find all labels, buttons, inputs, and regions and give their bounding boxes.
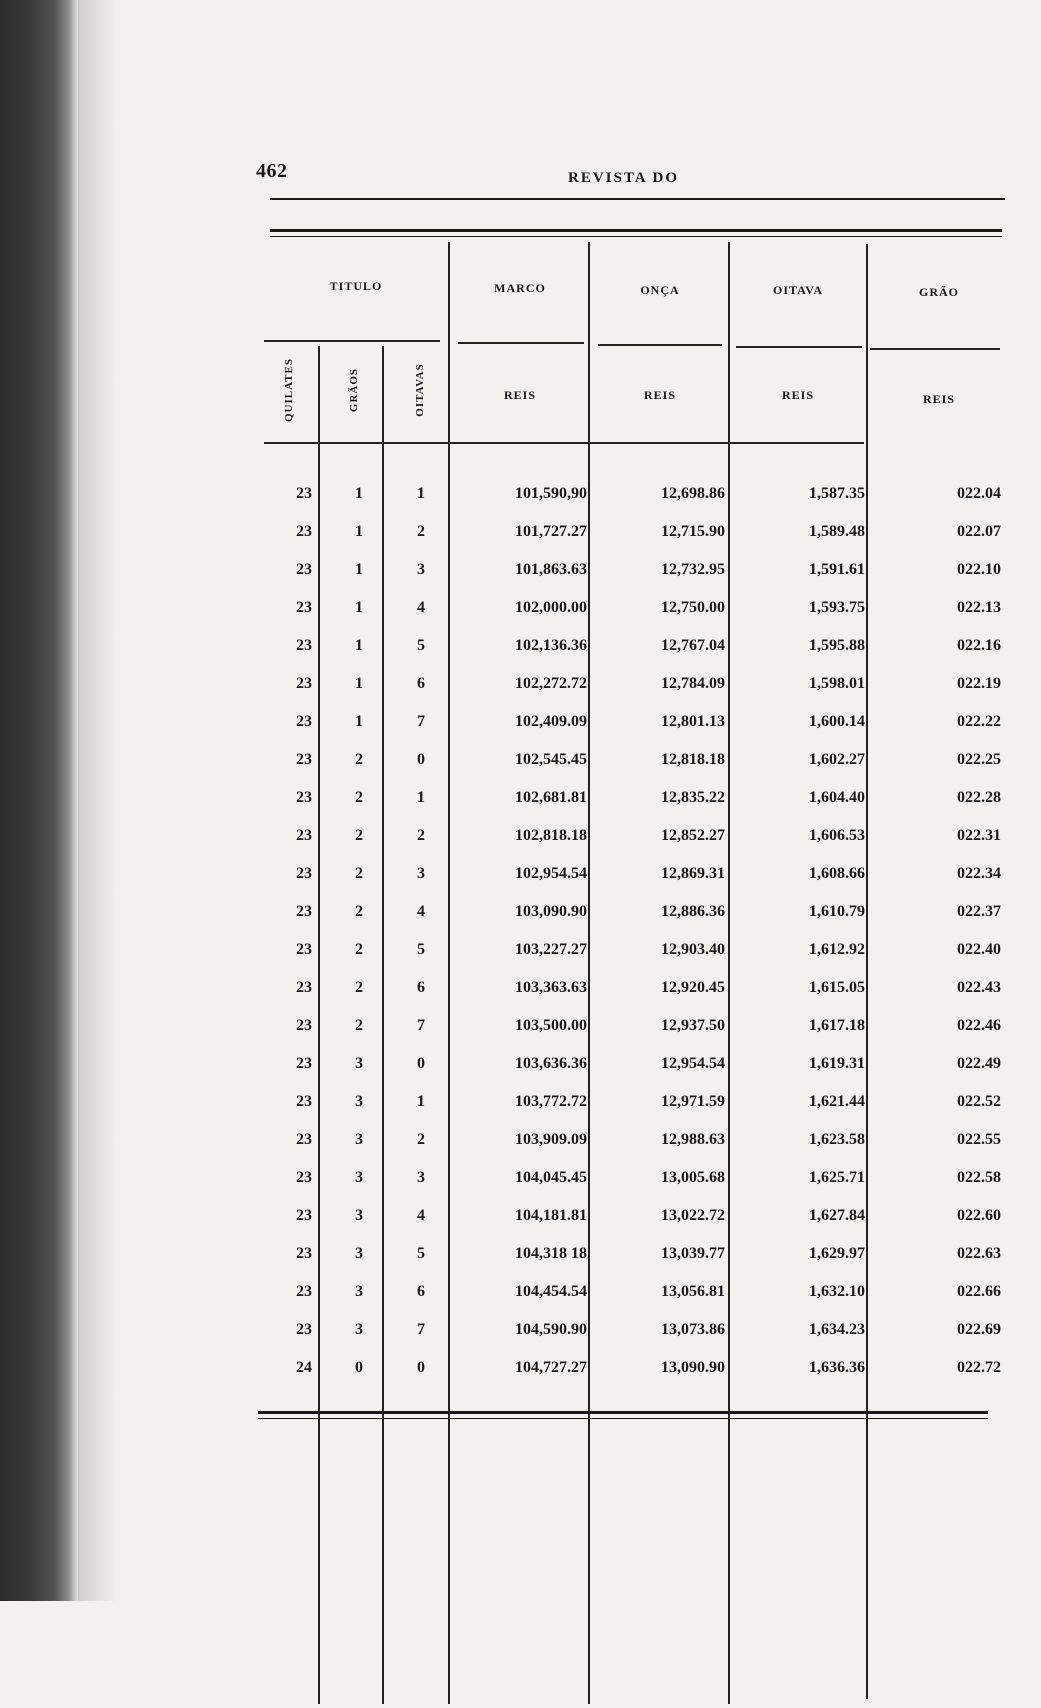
oitavas-cell: 1 <box>417 485 425 502</box>
marco-cell: 103,090.90 <box>515 903 587 920</box>
marco-cell: 102,409.09 <box>515 713 587 730</box>
header-oitava: OITAVA <box>772 283 824 297</box>
onca-cell: 13,039.77 <box>661 1245 725 1262</box>
quilates-cell: 23 <box>296 1283 312 1300</box>
oitavas-cell: 7 <box>417 713 425 730</box>
graos-cell: 3 <box>355 1207 363 1224</box>
oitavas-cell: 7 <box>417 1017 425 1034</box>
table-row <box>262 1282 1003 1320</box>
table-row <box>262 598 1003 636</box>
grao-cell: 022.72 <box>957 1359 1001 1376</box>
marco-cell: 104,318 18 <box>515 1245 587 1262</box>
oitavas-cell: 3 <box>417 1169 425 1186</box>
grao-cell: 022.07 <box>957 523 1001 540</box>
marco-cell: 102,272.72 <box>515 675 587 692</box>
graos-cell: 2 <box>355 903 363 920</box>
onca-cell: 13,073.86 <box>661 1321 725 1338</box>
oitava-cell: 1,634.23 <box>809 1321 865 1338</box>
onca-cell: 13,022.72 <box>661 1207 725 1224</box>
table-row <box>262 826 1003 864</box>
table-row <box>262 788 1003 826</box>
table-row <box>262 940 1003 978</box>
graos-cell: 3 <box>355 1093 363 1110</box>
quilates-cell: 24 <box>296 1359 312 1376</box>
oitava-cell: 1,625.71 <box>809 1169 865 1186</box>
quilates-cell: 23 <box>296 1055 312 1072</box>
quilates-cell: 23 <box>296 675 312 692</box>
subheader-quilates: QUILATES <box>283 357 295 423</box>
oitava-cell: 1,606.53 <box>809 827 865 844</box>
subheader-bottom-rule <box>264 442 864 444</box>
onca-cell: 12,903.40 <box>661 941 725 958</box>
onca-underline <box>598 344 722 346</box>
oitava-cell: 1,595.88 <box>809 637 865 654</box>
quilates-cell: 23 <box>296 941 312 958</box>
graos-cell: 3 <box>355 1169 363 1186</box>
oitava-cell: 1,587.35 <box>809 485 865 502</box>
table-row <box>262 1016 1003 1054</box>
grao-cell: 022.19 <box>957 675 1001 692</box>
subheader-oitavas: OITAVAS <box>414 363 426 417</box>
graos-cell: 3 <box>355 1131 363 1148</box>
marco-cell: 104,181.81 <box>515 1207 587 1224</box>
table-row <box>262 864 1003 902</box>
quilates-cell: 23 <box>296 599 312 616</box>
onca-cell: 12,732.95 <box>661 561 725 578</box>
marco-cell: 103,227.27 <box>515 941 587 958</box>
quilates-cell: 23 <box>296 523 312 540</box>
marco-cell: 101,863.63 <box>515 561 587 578</box>
oitavas-cell: 5 <box>417 1245 425 1262</box>
value-table <box>262 232 1003 1708</box>
grao-cell: 022.37 <box>957 903 1001 920</box>
quilates-cell: 23 <box>296 713 312 730</box>
oitava-cell: 1,610.79 <box>809 903 865 920</box>
graos-cell: 1 <box>355 523 363 540</box>
grao-cell: 022.66 <box>957 1283 1001 1300</box>
header-titulo: TITULO <box>329 279 383 293</box>
table-row <box>262 1168 1003 1206</box>
oitavas-cell: 3 <box>417 865 425 882</box>
oitava-cell: 1,632.10 <box>809 1283 865 1300</box>
graos-cell: 1 <box>355 637 363 654</box>
grao-cell: 022.46 <box>957 1017 1001 1034</box>
onca-cell: 13,090.90 <box>661 1359 725 1376</box>
quilates-cell: 23 <box>296 751 312 768</box>
oitava-cell: 1,591.61 <box>809 561 865 578</box>
quilates-cell: 23 <box>296 979 312 996</box>
quilates-cell: 23 <box>296 1321 312 1338</box>
quilates-cell: 23 <box>296 827 312 844</box>
graos-cell: 2 <box>355 979 363 996</box>
onca-cell: 12,920.45 <box>661 979 725 996</box>
onca-cell: 12,937.50 <box>661 1017 725 1034</box>
grao-cell: 022.04 <box>957 485 1001 502</box>
onca-cell: 12,886.36 <box>661 903 725 920</box>
graos-cell: 1 <box>355 561 363 578</box>
table-row <box>262 1092 1003 1130</box>
graos-cell: 1 <box>355 675 363 692</box>
oitava-cell: 1,636.36 <box>809 1359 865 1376</box>
onca-cell: 12,988.63 <box>661 1131 725 1148</box>
grao-cell: 022.34 <box>957 865 1001 882</box>
graos-cell: 1 <box>355 485 363 502</box>
marco-cell: 104,045.45 <box>515 1169 587 1186</box>
reis-marco: REIS <box>503 388 537 402</box>
oitavas-cell: 1 <box>417 1093 425 1110</box>
oitavas-cell: 0 <box>417 751 425 768</box>
marco-cell: 102,545.45 <box>515 751 587 768</box>
table-row <box>262 1358 1003 1396</box>
table-row <box>262 750 1003 788</box>
grao-cell: 022.63 <box>957 1245 1001 1262</box>
table-row <box>262 1244 1003 1282</box>
table-row <box>262 674 1003 712</box>
oitava-cell: 1,612.92 <box>809 941 865 958</box>
table-row <box>262 712 1003 750</box>
grao-cell: 022.52 <box>957 1093 1001 1110</box>
binding-shadow <box>78 0 118 1601</box>
marco-cell: 102,000.00 <box>515 599 587 616</box>
onca-cell: 13,005.68 <box>661 1169 725 1186</box>
header-marco: MARCO <box>494 281 546 295</box>
grao-cell: 022.60 <box>957 1207 1001 1224</box>
table-row <box>262 1206 1003 1244</box>
oitavas-cell: 6 <box>417 1283 425 1300</box>
marco-underline <box>458 342 584 344</box>
grao-cell: 022.40 <box>957 941 1001 958</box>
oitava-cell: 1,598.01 <box>809 675 865 692</box>
oitava-cell: 1,629.97 <box>809 1245 865 1262</box>
graos-cell: 3 <box>355 1321 363 1338</box>
oitava-cell: 1,619.31 <box>809 1055 865 1072</box>
oitava-cell: 1,600.14 <box>809 713 865 730</box>
oitavas-cell: 4 <box>417 1207 425 1224</box>
oitavas-cell: 5 <box>417 637 425 654</box>
quilates-cell: 23 <box>296 637 312 654</box>
table-row <box>262 1320 1003 1358</box>
onca-cell: 12,767.04 <box>661 637 725 654</box>
reis-oitava: REIS <box>781 388 815 402</box>
marco-cell: 104,454.54 <box>515 1283 587 1300</box>
marco-cell: 103,636.36 <box>515 1055 587 1072</box>
reis-onca: REIS <box>643 388 677 402</box>
quilates-cell: 23 <box>296 865 312 882</box>
graos-cell: 0 <box>355 1359 363 1376</box>
oitava-cell: 1,608.66 <box>809 865 865 882</box>
grao-cell: 022.25 <box>957 751 1001 768</box>
oitava-cell: 1,602.27 <box>809 751 865 768</box>
grao-underline <box>870 348 1000 350</box>
grao-cell: 022.22 <box>957 713 1001 730</box>
quilates-cell: 23 <box>296 903 312 920</box>
grao-cell: 022.69 <box>957 1321 1001 1338</box>
grao-cell: 022.43 <box>957 979 1001 996</box>
table-bottom-rule-second <box>258 1418 988 1419</box>
onca-cell: 12,784.09 <box>661 675 725 692</box>
table-row <box>262 978 1003 1016</box>
oitava-cell: 1,617.18 <box>809 1017 865 1034</box>
table-row <box>262 560 1003 598</box>
onca-cell: 12,698.86 <box>661 485 725 502</box>
table-row <box>262 1054 1003 1092</box>
marco-cell: 102,954.54 <box>515 865 587 882</box>
quilates-cell: 23 <box>296 1207 312 1224</box>
oitavas-cell: 2 <box>417 827 425 844</box>
graos-cell: 3 <box>355 1055 363 1072</box>
marco-cell: 102,136.36 <box>515 637 587 654</box>
oitava-underline <box>736 346 862 348</box>
header-rule <box>270 198 1005 200</box>
oitava-cell: 1,604.40 <box>809 789 865 806</box>
quilates-cell: 23 <box>296 1169 312 1186</box>
quilates-cell: 23 <box>296 485 312 502</box>
table-row <box>262 522 1003 560</box>
graos-cell: 1 <box>355 713 363 730</box>
graos-cell: 3 <box>355 1245 363 1262</box>
marco-cell: 102,818.18 <box>515 827 587 844</box>
graos-cell: 2 <box>355 941 363 958</box>
marco-cell: 104,727.27 <box>515 1359 587 1376</box>
running-head: REVISTA DO <box>568 170 679 186</box>
oitavas-cell: 6 <box>417 979 425 996</box>
oitavas-cell: 2 <box>417 1131 425 1148</box>
header-grao: GRÃO <box>919 285 959 299</box>
quilates-cell: 23 <box>296 1245 312 1262</box>
grao-cell: 022.31 <box>957 827 1001 844</box>
graos-cell: 2 <box>355 827 363 844</box>
grao-cell: 022.10 <box>957 561 1001 578</box>
oitavas-cell: 7 <box>417 1321 425 1338</box>
onca-cell: 12,852.27 <box>661 827 725 844</box>
subheader-graos: GRÃOS <box>348 367 360 413</box>
oitava-cell: 1,593.75 <box>809 599 865 616</box>
marco-cell: 104,590.90 <box>515 1321 587 1338</box>
marco-cell: 101,727.27 <box>515 523 587 540</box>
grao-cell: 022.55 <box>957 1131 1001 1148</box>
oitava-cell: 1,621.44 <box>809 1093 865 1110</box>
graos-cell: 2 <box>355 1017 363 1034</box>
grao-cell: 022.16 <box>957 637 1001 654</box>
oitavas-cell: 4 <box>417 599 425 616</box>
oitavas-cell: 6 <box>417 675 425 692</box>
onca-cell: 13,056.81 <box>661 1283 725 1300</box>
onca-cell: 12,971.59 <box>661 1093 725 1110</box>
reis-grao: REIS <box>922 392 956 406</box>
onca-cell: 12,715.90 <box>661 523 725 540</box>
graos-cell: 1 <box>355 599 363 616</box>
oitavas-cell: 0 <box>417 1055 425 1072</box>
header-onca: ONÇA <box>640 283 680 297</box>
marco-cell: 101,590,90 <box>515 485 587 502</box>
oitava-cell: 1,623.58 <box>809 1131 865 1148</box>
oitavas-cell: 3 <box>417 561 425 578</box>
grao-cell: 022.49 <box>957 1055 1001 1072</box>
oitava-cell: 1,615.05 <box>809 979 865 996</box>
oitava-cell: 1,589.48 <box>809 523 865 540</box>
onca-cell: 12,750.00 <box>661 599 725 616</box>
binding-gutter <box>0 0 80 1601</box>
table-row <box>262 484 1003 522</box>
quilates-cell: 23 <box>296 1093 312 1110</box>
grao-cell: 022.58 <box>957 1169 1001 1186</box>
quilates-cell: 23 <box>296 1131 312 1148</box>
onca-cell: 12,818.18 <box>661 751 725 768</box>
quilates-cell: 23 <box>296 1017 312 1034</box>
marco-cell: 102,681.81 <box>515 789 587 806</box>
oitavas-cell: 2 <box>417 523 425 540</box>
page-number: 462 <box>256 160 288 182</box>
graos-cell: 2 <box>355 751 363 768</box>
marco-cell: 103,772.72 <box>515 1093 587 1110</box>
onca-cell: 12,835.22 <box>661 789 725 806</box>
table-bottom-rule <box>258 1411 988 1414</box>
oitavas-cell: 0 <box>417 1359 425 1376</box>
titulo-underline <box>264 340 440 342</box>
graos-cell: 3 <box>355 1283 363 1300</box>
grao-cell: 022.28 <box>957 789 1001 806</box>
oitava-cell: 1,627.84 <box>809 1207 865 1224</box>
onca-cell: 12,801.13 <box>661 713 725 730</box>
oitavas-cell: 4 <box>417 903 425 920</box>
marco-cell: 103,500.00 <box>515 1017 587 1034</box>
grao-cell: 022.13 <box>957 599 1001 616</box>
graos-cell: 2 <box>355 789 363 806</box>
graos-cell: 2 <box>355 865 363 882</box>
onca-cell: 12,869.31 <box>661 865 725 882</box>
oitavas-cell: 5 <box>417 941 425 958</box>
marco-cell: 103,909.09 <box>515 1131 587 1148</box>
table-row <box>262 636 1003 674</box>
oitavas-cell: 1 <box>417 789 425 806</box>
onca-cell: 12,954.54 <box>661 1055 725 1072</box>
quilates-cell: 23 <box>296 561 312 578</box>
marco-cell: 103,363.63 <box>515 979 587 996</box>
table-row <box>262 902 1003 940</box>
table-row <box>262 1130 1003 1168</box>
quilates-cell: 23 <box>296 789 312 806</box>
